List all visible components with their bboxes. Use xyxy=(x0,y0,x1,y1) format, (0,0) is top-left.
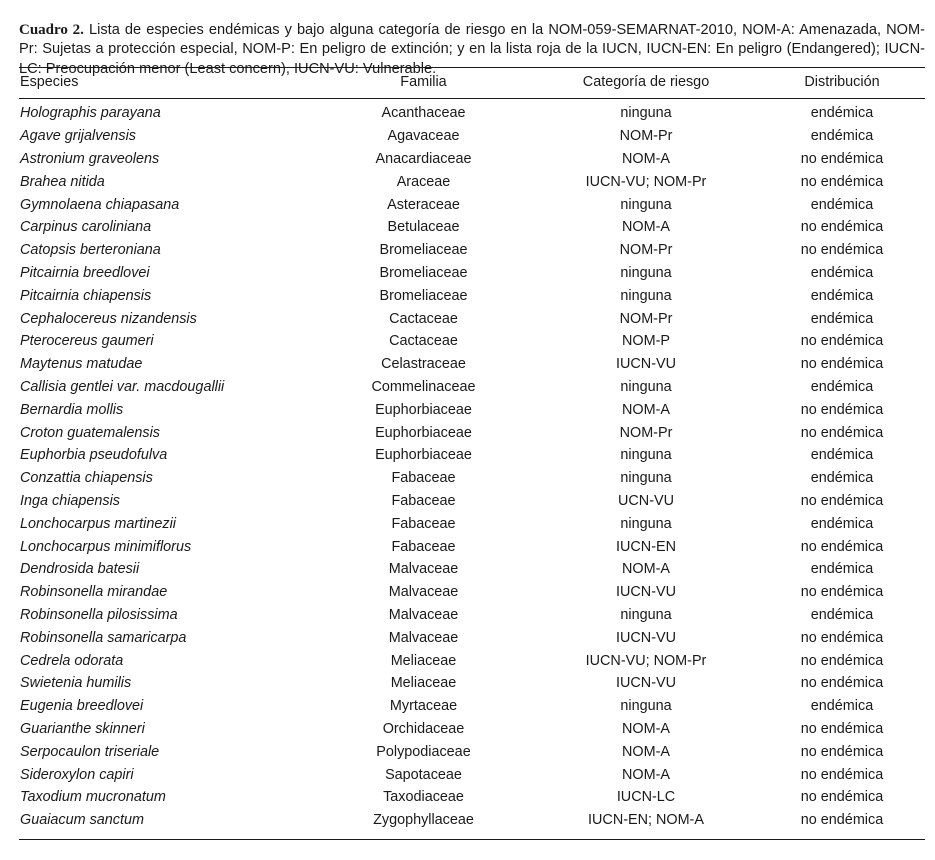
table-top-rule xyxy=(19,67,925,68)
species-cell: Catopsis berteroniana xyxy=(20,242,161,259)
distribution-cell: no endémica xyxy=(800,150,884,167)
species-cell: Serpocaulon triseriale xyxy=(20,743,160,760)
family-cell: Fabaceae xyxy=(391,515,456,532)
distribution-cell: endémica xyxy=(810,264,874,281)
species-cell: Carpinus caroliniana xyxy=(20,219,152,236)
distribution-cell: endémica xyxy=(810,310,874,327)
family-cell: Cactaceae xyxy=(389,310,458,327)
distribution-cell: no endémica xyxy=(800,766,884,783)
species-cell: Pitcairnia breedlovei xyxy=(20,264,150,281)
header-distribution: Distribución xyxy=(804,74,880,90)
distribution-cell: no endémica xyxy=(800,492,884,509)
distribution-cell: endémica xyxy=(810,128,874,145)
family-cell: Euphorbiaceae xyxy=(375,424,472,441)
distribution-cell: no endémica xyxy=(800,538,884,555)
family-cell: Taxodiaceae xyxy=(383,789,464,806)
risk-category-cell: ninguna xyxy=(620,515,672,532)
risk-category-cell: IUCN-VU xyxy=(616,675,676,692)
table-row xyxy=(19,672,925,695)
table-row xyxy=(19,581,925,604)
risk-category-cell: ninguna xyxy=(620,698,672,715)
risk-category-cell: NOM-A xyxy=(622,150,670,167)
table-row xyxy=(19,170,925,193)
table-row xyxy=(19,535,925,558)
species-cell: Croton guatemalensis xyxy=(20,424,160,441)
risk-category-cell: NOM-A xyxy=(622,401,670,418)
family-cell: Betulaceae xyxy=(387,219,460,236)
distribution-cell: no endémica xyxy=(800,401,884,418)
family-cell: Bromeliaceae xyxy=(379,287,468,304)
species-cell: Taxodium mucronatum xyxy=(20,789,166,806)
species-cell: Brahea nitida xyxy=(20,173,105,190)
distribution-cell: endémica xyxy=(810,287,874,304)
table-bottom-rule xyxy=(19,839,925,840)
species-cell: Bernardia mollis xyxy=(20,401,124,418)
risk-category-cell: IUCN-VU xyxy=(616,629,676,646)
table-row xyxy=(19,193,925,216)
family-cell: Fabaceae xyxy=(391,492,456,509)
table-row xyxy=(19,490,925,513)
table-row xyxy=(19,695,925,718)
species-cell: Robinsonella pilosissima xyxy=(20,606,178,623)
species-cell: Holographis parayana xyxy=(20,105,161,122)
risk-category-cell: NOM-A xyxy=(622,720,670,737)
risk-category-cell: NOM-Pr xyxy=(619,310,673,327)
species-table xyxy=(19,70,925,832)
table-row xyxy=(19,102,925,125)
risk-category-cell: NOM-A xyxy=(622,743,670,760)
family-cell: Fabaceae xyxy=(391,538,456,555)
table-row xyxy=(19,125,925,148)
species-cell: Cedrela odorata xyxy=(20,652,124,669)
table-body xyxy=(19,102,925,832)
distribution-cell: endémica xyxy=(810,105,874,122)
table-row xyxy=(19,809,925,832)
caption-label: Cuadro 2. xyxy=(19,21,84,38)
risk-category-cell: NOM-Pr xyxy=(619,242,673,259)
table-row xyxy=(19,740,925,763)
family-cell: Meliaceae xyxy=(390,652,457,669)
species-cell: Sideroxylon capiri xyxy=(20,766,134,783)
species-cell: Inga chiapensis xyxy=(20,492,121,509)
header-row xyxy=(19,70,925,94)
table-row xyxy=(19,148,925,171)
distribution-cell: no endémica xyxy=(800,675,884,692)
risk-category-cell: NOM-A xyxy=(622,766,670,783)
header-family: Familia xyxy=(400,74,447,90)
header-species: Especies xyxy=(20,74,79,90)
risk-category-cell: UCN-VU xyxy=(618,492,674,509)
family-cell: Anacardiaceae xyxy=(375,150,472,167)
distribution-cell: endémica xyxy=(810,447,874,464)
table-row xyxy=(19,786,925,809)
family-cell: Araceae xyxy=(396,173,451,190)
family-cell: Acanthaceae xyxy=(381,105,466,122)
table-row xyxy=(19,398,925,421)
family-cell: Fabaceae xyxy=(391,470,456,487)
table-header xyxy=(19,70,925,102)
family-cell: Malvaceae xyxy=(388,606,459,623)
species-cell: Euphorbia pseudofulva xyxy=(20,447,168,464)
risk-category-cell: ninguna xyxy=(620,470,672,487)
family-cell: Meliaceae xyxy=(390,675,457,692)
distribution-cell: no endémica xyxy=(800,789,884,806)
species-cell: Gymnolaena chiapasana xyxy=(20,196,180,213)
table-row xyxy=(19,649,925,672)
species-cell: Conzattia chiapensis xyxy=(20,470,153,487)
distribution-cell: no endémica xyxy=(800,584,884,601)
family-cell: Commelinaceae xyxy=(371,378,476,395)
species-cell: Eugenia breedlovei xyxy=(20,698,144,715)
risk-category-cell: IUCN-EN xyxy=(616,538,676,555)
family-cell: Agavaceae xyxy=(387,128,460,145)
risk-category-cell: ninguna xyxy=(620,196,672,213)
family-cell: Bromeliaceae xyxy=(379,264,468,281)
table-row xyxy=(19,512,925,535)
species-cell: Guaiacum sanctum xyxy=(20,812,144,829)
family-cell: Orchidaceae xyxy=(382,720,465,737)
risk-category-cell: ninguna xyxy=(620,606,672,623)
family-cell: Euphorbiaceae xyxy=(375,447,472,464)
family-cell: Polypodiaceae xyxy=(376,743,471,760)
caption-text: Lista de especies endémicas y bajo alguna categoría de riesgo en la NOM-059-SEMARNAT-2010, NOM-A: Amenazada, NOM-Pr: Sujetas a protección especial, NOM-P: En peligro de extinción; y en la lista roja de la IUCN, IUCN-EN: En peligro (Endangered); IUCN-LC: Preocupación menor (Least concern), IUCN-VU: Vulnerable. xyxy=(19,21,926,77)
risk-category-cell: IUCN-VU; NOM-Pr xyxy=(585,652,707,669)
family-cell: Zygophyllaceae xyxy=(373,812,474,829)
distribution-cell: no endémica xyxy=(800,424,884,441)
distribution-cell: endémica xyxy=(810,561,874,578)
species-cell: Pitcairnia chiapensis xyxy=(20,287,152,304)
distribution-cell: endémica xyxy=(810,378,874,395)
family-cell: Malvaceae xyxy=(388,629,459,646)
species-cell: Robinsonella samaricarpa xyxy=(20,629,187,646)
distribution-cell: no endémica xyxy=(800,333,884,350)
species-cell: Pterocereus gaumeri xyxy=(20,333,154,350)
risk-category-cell: IUCN-VU; NOM-Pr xyxy=(585,173,707,190)
risk-category-cell: ninguna xyxy=(620,378,672,395)
risk-category-cell: NOM-Pr xyxy=(619,424,673,441)
species-cell: Dendrosida batesii xyxy=(20,561,140,578)
risk-category-cell: NOM-A xyxy=(622,219,670,236)
family-cell: Myrtaceae xyxy=(389,698,458,715)
species-cell: Swietenia humilis xyxy=(20,675,132,692)
distribution-cell: endémica xyxy=(810,515,874,532)
risk-category-cell: IUCN-VU xyxy=(616,584,676,601)
table-row xyxy=(19,216,925,239)
distribution-cell: no endémica xyxy=(800,219,884,236)
species-cell: Callisia gentlei var. macdougallii xyxy=(20,378,225,395)
distribution-cell: no endémica xyxy=(800,356,884,373)
table-row xyxy=(19,307,925,330)
risk-category-cell: NOM-P xyxy=(622,333,670,350)
family-cell: Malvaceae xyxy=(388,561,459,578)
distribution-cell: no endémica xyxy=(800,720,884,737)
distribution-cell: no endémica xyxy=(800,242,884,259)
family-cell: Cactaceae xyxy=(389,333,458,350)
table-row xyxy=(19,558,925,581)
table-row xyxy=(19,353,925,376)
risk-category-cell: NOM-Pr xyxy=(619,128,673,145)
family-cell: Malvaceae xyxy=(388,584,459,601)
table-row xyxy=(19,330,925,353)
species-cell: Cephalocereus nizandensis xyxy=(20,310,197,327)
species-cell: Robinsonella mirandae xyxy=(20,584,168,601)
risk-category-cell: IUCN-LC xyxy=(616,789,676,806)
species-cell: Guarianthe skinneri xyxy=(20,720,145,737)
table-row xyxy=(19,604,925,627)
risk-category-cell: ninguna xyxy=(620,447,672,464)
table-row xyxy=(19,376,925,399)
risk-category-cell: ninguna xyxy=(620,287,672,304)
distribution-cell: no endémica xyxy=(800,629,884,646)
distribution-cell: no endémica xyxy=(800,812,884,829)
table-row xyxy=(19,421,925,444)
distribution-cell: endémica xyxy=(810,606,874,623)
table-row xyxy=(19,763,925,786)
distribution-cell: no endémica xyxy=(800,173,884,190)
family-cell: Celastraceae xyxy=(381,356,466,373)
table-row xyxy=(19,239,925,262)
distribution-cell: endémica xyxy=(810,698,874,715)
risk-category-cell: ninguna xyxy=(620,105,672,122)
family-cell: Bromeliaceae xyxy=(379,242,468,259)
table-row xyxy=(19,284,925,307)
distribution-cell: no endémica xyxy=(800,652,884,669)
species-cell: Astronium graveolens xyxy=(20,150,160,167)
risk-category-cell: ninguna xyxy=(620,264,672,281)
distribution-cell: endémica xyxy=(810,196,874,213)
species-cell: Agave grijalvensis xyxy=(20,128,136,145)
distribution-cell: endémica xyxy=(810,470,874,487)
family-cell: Asteraceae xyxy=(387,196,460,213)
table-row xyxy=(19,467,925,490)
risk-category-cell: IUCN-EN; NOM-A xyxy=(588,812,704,829)
species-cell: Lonchocarpus minimiflorus xyxy=(20,538,192,555)
table-row xyxy=(19,626,925,649)
risk-category-cell: IUCN-VU xyxy=(616,356,676,373)
family-cell: Sapotaceae xyxy=(385,766,462,783)
table-row xyxy=(19,262,925,285)
header-risk-category: Categoría de riesgo xyxy=(582,74,710,90)
species-cell: Lonchocarpus martinezii xyxy=(20,515,176,532)
family-cell: Euphorbiaceae xyxy=(375,401,472,418)
risk-category-cell: NOM-A xyxy=(622,561,670,578)
table-row xyxy=(19,444,925,467)
table-row xyxy=(19,718,925,741)
distribution-cell: no endémica xyxy=(800,743,884,760)
species-cell: Maytenus matudae xyxy=(20,356,143,373)
